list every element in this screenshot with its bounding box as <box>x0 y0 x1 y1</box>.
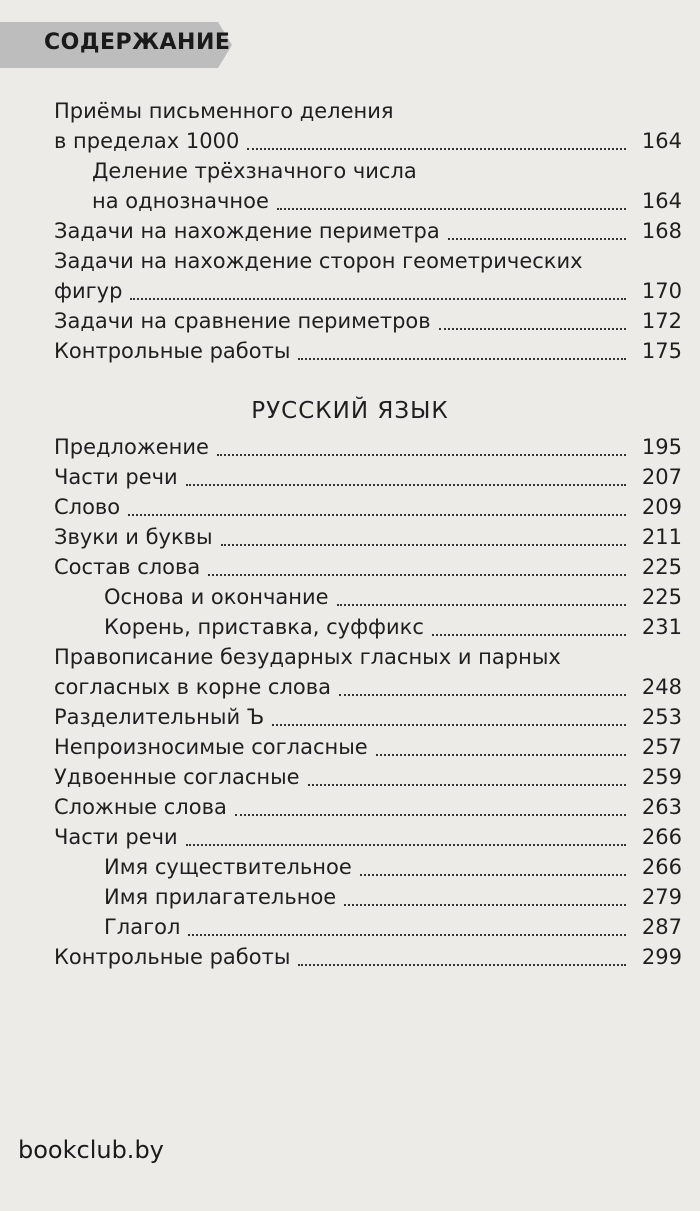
leader-dots <box>337 604 626 606</box>
leader-dots <box>128 514 626 516</box>
leader-dots <box>448 238 626 240</box>
toc-page-number: 164 <box>641 189 682 213</box>
toc-entry <box>54 642 682 702</box>
toc-entry <box>54 732 682 762</box>
leader-dots <box>217 454 626 456</box>
toc-entry <box>92 156 682 216</box>
leader-dots <box>376 754 626 756</box>
toc-entry-title: Звуки и буквы <box>54 525 213 549</box>
toc-page-number: 231 <box>641 615 682 639</box>
toc-entry <box>54 462 682 492</box>
leader-dots <box>208 574 626 576</box>
toc-entry <box>54 246 682 306</box>
toc-entry-title: Деление трёхзначного числа <box>92 159 417 183</box>
toc-entry-title: Сложные слова <box>54 795 227 819</box>
toc-entry-title: Основа и окончание <box>104 585 329 609</box>
toc-entry-title: Предложение <box>54 435 209 459</box>
toc-entry-title: согласных в корне слова <box>54 675 331 699</box>
toc-entry-title: Задачи на нахождение периметра <box>54 219 440 243</box>
toc-page-number: 299 <box>641 945 682 969</box>
toc-entry-title: Слово <box>54 495 121 519</box>
contents-header: СОДЕРЖАНИЕ <box>44 30 231 55</box>
toc-entry-title: Корень, приставка, суффикс <box>104 615 424 639</box>
toc-entry-title: Контрольные работы <box>54 339 291 363</box>
toc-entry <box>54 942 682 972</box>
toc-entry-title: в пределах 1000 <box>54 129 240 153</box>
toc-page-number: 257 <box>641 735 682 759</box>
leader-dots <box>221 544 626 546</box>
toc-page-number: 211 <box>641 525 682 549</box>
toc-entry-title: на однозначное <box>92 189 269 213</box>
leader-dots <box>344 904 626 906</box>
toc-entry-title: Имя существительное <box>104 855 352 879</box>
leader-dots <box>439 328 626 330</box>
toc-entry-title: Разделительный Ъ <box>54 705 265 729</box>
toc-entry <box>54 552 682 582</box>
toc-entry <box>54 432 682 462</box>
toc-entry-title: Части речи <box>54 465 178 489</box>
toc-entry-title: Приёмы письменного деления <box>54 99 394 123</box>
leader-dots <box>432 634 626 636</box>
toc-entry-title: Состав слова <box>54 555 201 579</box>
leader-dots <box>130 298 626 300</box>
toc-entry-title: Имя прилагательное <box>104 885 337 909</box>
toc-page-number: 170 <box>641 279 682 303</box>
leader-dots <box>247 148 626 150</box>
toc-page-number: 225 <box>641 585 682 609</box>
toc-entry-title: Задачи на сравнение периметров <box>54 309 431 333</box>
toc-page-number: 195 <box>641 435 682 459</box>
leader-dots <box>272 724 626 726</box>
toc-page-number: 259 <box>641 765 682 789</box>
toc-entry <box>104 912 682 942</box>
leader-dots <box>277 208 626 210</box>
toc-page-number: 266 <box>641 855 682 879</box>
toc-entry-title: Задачи на нахождение сторон геометрических <box>54 249 583 273</box>
toc-page-number: 248 <box>641 675 682 699</box>
toc-page-number: 209 <box>641 495 682 519</box>
leader-dots <box>186 484 626 486</box>
toc-entry-title: Части речи <box>54 825 178 849</box>
leader-dots <box>188 934 626 936</box>
toc-page-number: 263 <box>641 795 682 819</box>
toc-page-number: 172 <box>641 309 682 333</box>
toc-page-number: 207 <box>641 465 682 489</box>
toc-entry-title: фигур <box>54 279 123 303</box>
watermark: bookclub.by <box>18 1136 164 1164</box>
toc-entry <box>54 762 682 792</box>
toc-entry-title: Глагол <box>104 915 181 939</box>
toc-entry <box>54 822 682 852</box>
toc-page-number: 266 <box>641 825 682 849</box>
leader-dots <box>235 814 626 816</box>
toc-entry-title: Непроизносимые согласные <box>54 735 368 759</box>
toc-entry <box>104 582 682 612</box>
leader-dots <box>339 694 626 696</box>
leader-dots <box>186 844 626 846</box>
toc-entry <box>54 306 682 336</box>
toc-entry-title: Правописание безударных гласных и парных <box>54 645 561 669</box>
leader-dots <box>298 964 626 966</box>
toc-page-number: 168 <box>641 219 682 243</box>
toc-entry <box>54 492 682 522</box>
leader-dots <box>308 784 626 786</box>
toc-entry-title: Удвоенные согласные <box>54 765 300 789</box>
toc-entry <box>54 336 682 366</box>
toc-entry <box>104 882 682 912</box>
toc-page-number: 175 <box>641 339 682 363</box>
leader-dots <box>298 358 626 360</box>
leader-dots <box>360 874 626 876</box>
toc-page-number: 225 <box>641 555 682 579</box>
toc-entry <box>54 702 682 732</box>
toc-entry <box>54 522 682 552</box>
toc-page-number: 287 <box>641 915 682 939</box>
toc-entry <box>54 96 682 156</box>
toc-entry <box>104 612 682 642</box>
toc-entry <box>54 792 682 822</box>
toc-entry-title: Контрольные работы <box>54 945 291 969</box>
toc-entry <box>54 216 682 246</box>
toc-page-number: 279 <box>641 885 682 909</box>
toc-entry <box>104 852 682 882</box>
section-title: РУССКИЙ ЯЗЫК <box>251 398 449 424</box>
toc-page-number: 164 <box>641 129 682 153</box>
toc-page-number: 253 <box>641 705 682 729</box>
